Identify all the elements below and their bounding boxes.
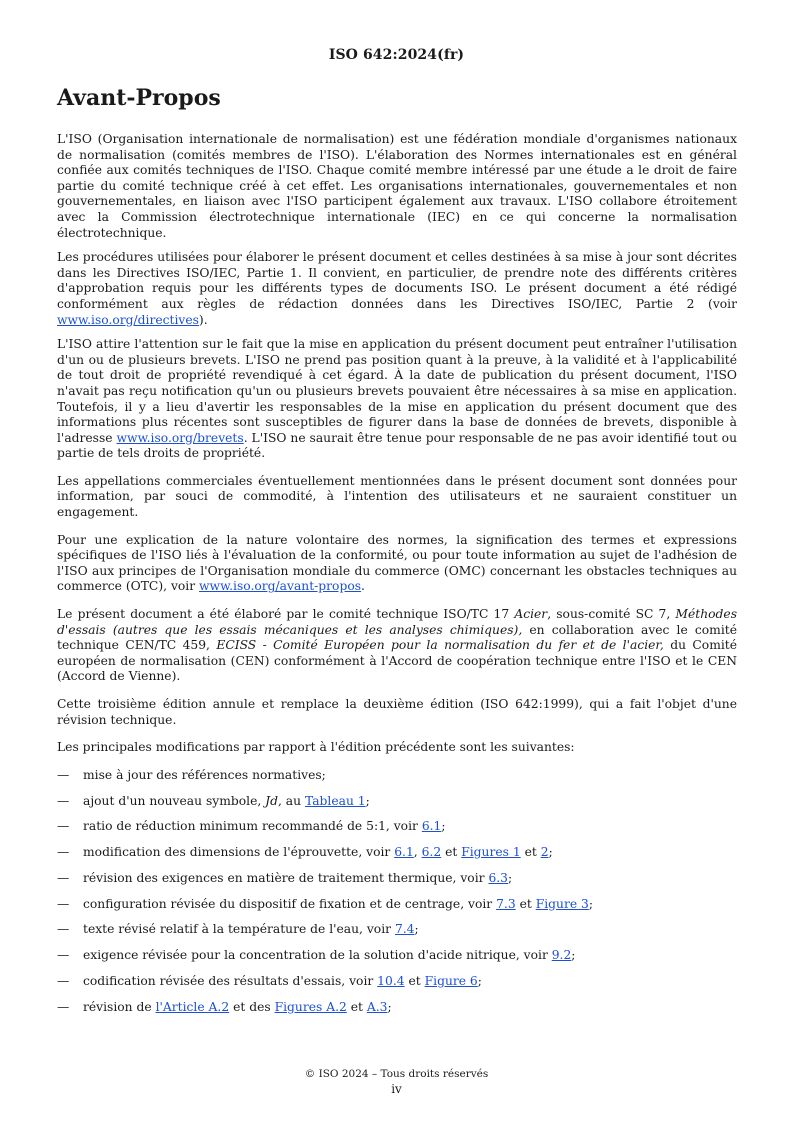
list-item: — ratio de réduction minimum recommandé de 5:1, voir 6.1;: [57, 819, 446, 834]
paragraph-committee: Le présent document a été élaboré par le comité technique ISO/TC 17 Acier, sous-comité SC 7, Méthodes d'essais (autres que les essais mécaniques et les analyses chimiques), en collaboration avec le comité technique CEN/TC 459, ECISS - Comité Européen pour la normalisation du fer et de l'acier, du Comité européen de normalisation (CEN) conformément à l'Accord de coopération technique entre l'ISO et le CEN (Accord de Vienne).: [57, 607, 738, 684]
paragraph-patents: L'ISO attire l'attention sur le fait que la mise en application du présent document peut entraîner l'utilisation d'un ou de plusieurs brevets. L'ISO ne prend pas position quant à la preuve, à la validité et à l'applicabilité de tout droit de propriété revendiqué à cet égard. À la date de publication du présent document, l'ISO n'avait pas reçu notification qu'un ou plusieurs brevets pouvaient être nécessaires à sa mise en application. Toutefois, il y a lieu d'avertir les responsables de la mise en application du présent document que des informations plus récentes sont susceptibles de figurer dans la base de données de brevets, disponible à l'adresse www.iso.org/brevets. L'ISO ne saurait être tenue pour responsable de ne pas avoir identifié tout ou partie de tels droits de propriété.: [57, 337, 737, 461]
page-title: Avant-Propos: [57, 85, 221, 111]
figure-6-link[interactable]: Figure 6: [424, 974, 478, 989]
figures-1-link[interactable]: Figures 1: [461, 845, 521, 860]
paragraph-changes-intro: Les principales modifications par rapport à l'édition précédente sont les suivantes:: [57, 740, 575, 755]
list-item: — ajout d'un nouveau symbole, Jd, au Tableau 1;: [57, 793, 370, 808]
paragraph-trade-names: Les appellations commerciales éventuellement mentionnées dans le présent document sont données pour information, par souci de commodité, à l'intention des utilisateurs et ne sauraient constituer un engagement.: [57, 473, 737, 520]
section-7-4-link[interactable]: 7.4: [394, 922, 415, 937]
figure-3-link[interactable]: Figure 3: [535, 896, 589, 911]
page-footer: [0, 1067, 793, 1097]
patents-link[interactable]: www.iso.org/brevets: [116, 430, 244, 445]
section-9-2-link[interactable]: 9.2: [551, 948, 572, 963]
section-7-3-link[interactable]: 7.3: [496, 896, 516, 911]
list-item: — exigence révisée pour la concentration de la solution d'acide nitrique, voir 9.2;: [57, 948, 576, 963]
section-6-1-link[interactable]: 6.1: [394, 845, 414, 860]
directives-link[interactable]: www.iso.org/directives: [57, 312, 199, 327]
copyright-notice: © ISO 2024 – Tous droits réservés: [304, 1068, 489, 1080]
table-1-link[interactable]: Tableau 1: [304, 793, 366, 808]
paragraph-iso-intro: L'ISO (Organisation internationale de normalisation) est une fédération mondiale d'organismes nationaux de normalisation (comités membres de l'ISO). L'élaboration des Normes internationales est en général confiée aux comités techniques de l'ISO. Chaque comité membre intéressé par une étude a le droit de faire partie du comité technique créé à cet effet. Les organisations internationales, gouvernementales et non gouvernementales, en liaison avec l'ISO participent également aux travaux. L'ISO collabore étroitement avec la Commission électrotechnique internationale (IEC) en ce qui concerne la normalisation électrotechnique.: [57, 132, 737, 240]
paragraph-edition: Cette troisième édition annule et remplace la deuxième édition (ISO 642:1999), qui a fait l'objet d'une révision technique.: [57, 697, 737, 727]
article-a2-link[interactable]: l'Article A.2: [155, 999, 230, 1014]
list-item: — modification des dimensions de l'éprouvette, voir 6.1, 6.2 et Figures 1 et 2;: [57, 845, 553, 860]
section-6-2-link[interactable]: 6.2: [421, 845, 442, 860]
list-item: — texte révisé relatif à la température de l'eau, voir 7.4;: [57, 922, 419, 937]
figure-a3-link[interactable]: A.3: [366, 999, 388, 1014]
changes-list: [57, 768, 737, 1016]
section-10-4-link[interactable]: 10.4: [377, 974, 405, 989]
figures-a2-link[interactable]: Figures A.2: [274, 999, 347, 1014]
list-item: — configuration révisée du dispositif de fixation et de centrage, voir 7.3 et Figure 3;: [57, 896, 594, 911]
section-6-3-link[interactable]: 6.3: [488, 870, 508, 885]
section-6-1-link[interactable]: 6.1: [421, 819, 442, 834]
figure-2-link[interactable]: 2: [540, 845, 549, 860]
list-item: — révision des exigences en matière de traitement thermique, voir 6.3;: [57, 870, 513, 885]
list-item: — mise à jour des références normatives;: [57, 767, 326, 782]
paragraph-procedures: Les procédures utilisées pour élaborer le présent document et celles destinées à sa mise à jour sont décrites dans les Directives ISO/IEC, Partie 1. Il convient, en particulier, de prendre note des différents critères d'approbation requis pour les différents types de documents ISO. Le présent document a été rédigé conformément aux règles de rédaction données dans les Directives ISO/IEC, Partie 2 (voir www.iso.org/directives).: [57, 250, 737, 327]
foreword-content: [57, 84, 737, 1026]
paragraph-voluntary-nature: Pour une explication de la nature volontaire des normes, la signification des termes et expressions spécifiques de l'ISO liés à l'évaluation de la conformité, ou pour toute information au sujet de l'adhésion de l'ISO aux principes de l'Organisation mondiale du commerce (OMC) concernant les obstacles techniques au commerce (OTC), voir www.iso.org/avant-propos.: [57, 532, 737, 594]
list-item: — codification révisée des résultats d'essais, voir 10.4 et Figure 6;: [57, 974, 482, 989]
page-number: iv: [391, 1082, 402, 1096]
foreword-link[interactable]: www.iso.org/avant-propos: [199, 579, 362, 594]
list-item: — révision de l'Article A.2 et des Figures A.2 et A.3;: [57, 999, 392, 1014]
document-id-header: ISO 642:2024(fr): [328, 47, 465, 63]
